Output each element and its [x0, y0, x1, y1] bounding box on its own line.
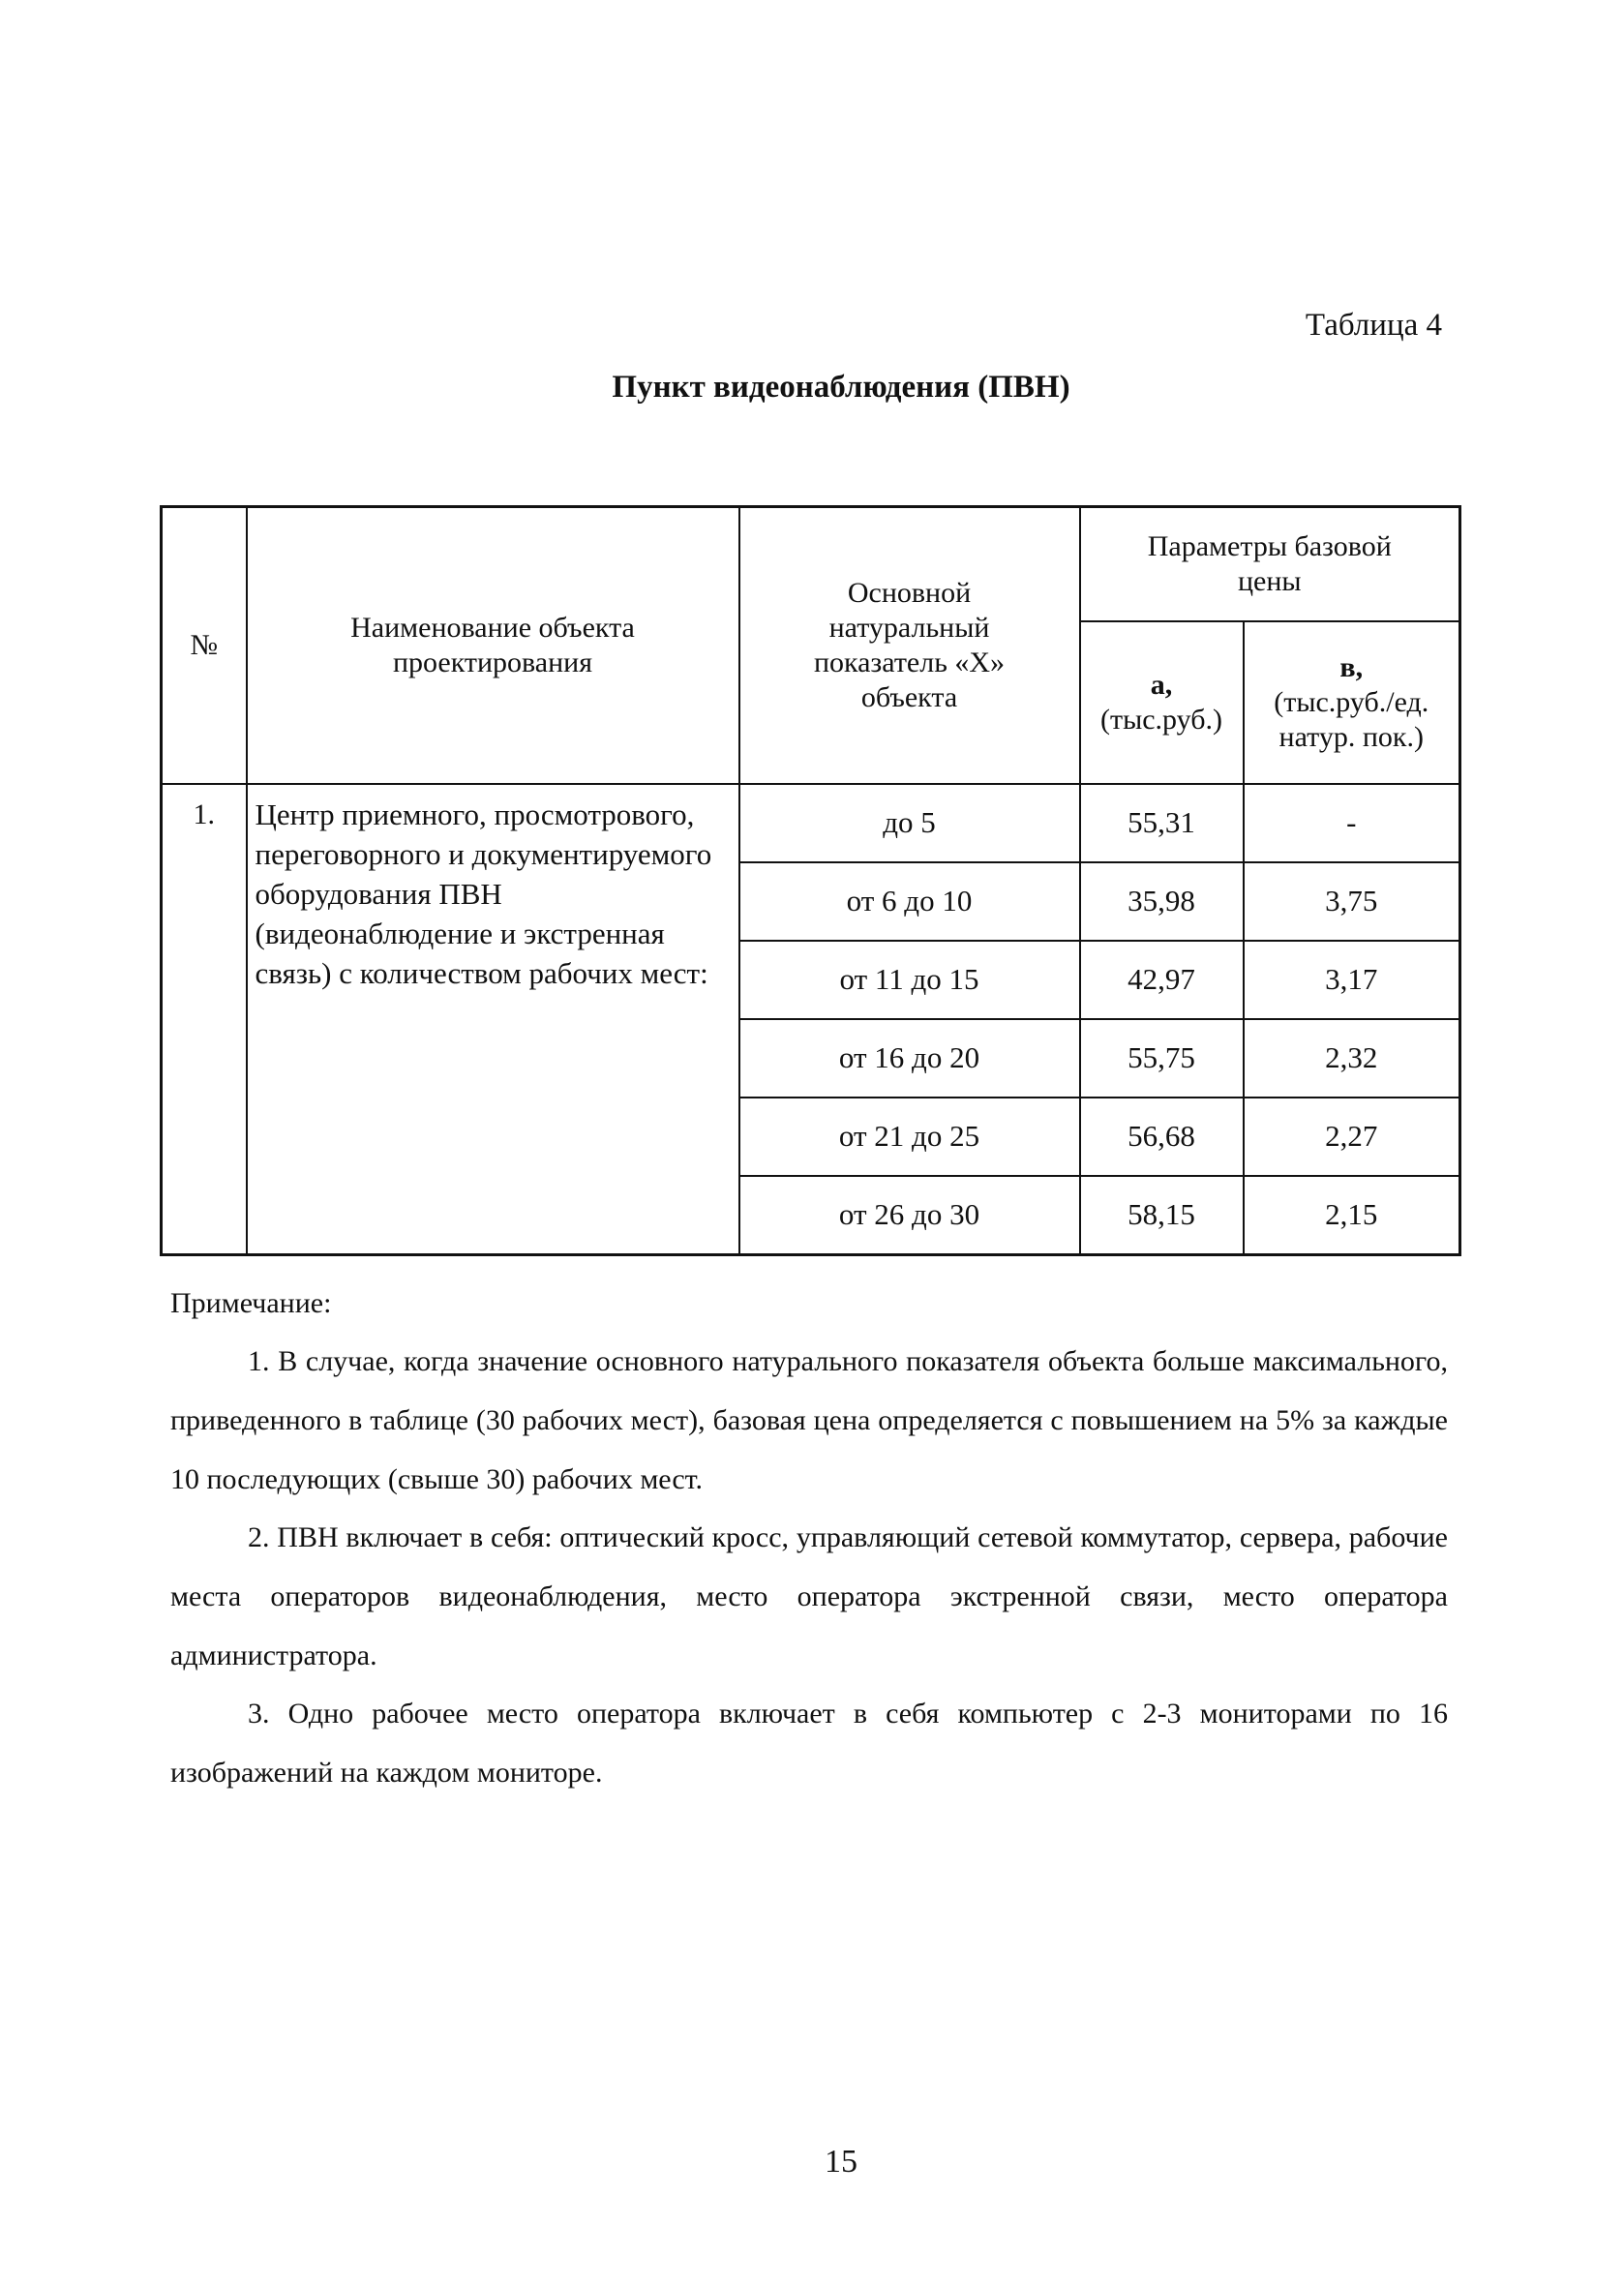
header-base-price-params: Параметры базовой цены: [1080, 507, 1460, 621]
param-a-cell: 55,31: [1080, 784, 1244, 862]
range-cell: от 6 до 10: [739, 862, 1080, 941]
table-row: [162, 784, 1460, 862]
price-table: [160, 505, 1461, 1256]
document-title: Пункт видеонаблюдения (ПВН): [612, 370, 1070, 405]
item-name: Центр приемного, просмотрового, переговорного и документируемого оборудования ПВН (видеонаблюдение и экстренная связь) с количеством рабочих мест:: [247, 784, 739, 1255]
range-cell: от 16 до 20: [739, 1019, 1080, 1098]
header-param-b: [1244, 621, 1460, 784]
param-b-cell: 2,15: [1244, 1176, 1460, 1255]
header-param-a-label: а,: [1150, 668, 1173, 701]
header-param-b-unit: (тыс.руб./ед. натур. пок.): [1274, 685, 1429, 753]
param-a-cell: 42,97: [1080, 941, 1244, 1019]
param-a-cell: 56,68: [1080, 1098, 1244, 1176]
table-label: Таблица 4: [1305, 308, 1442, 343]
param-b-cell: 3,75: [1244, 862, 1460, 941]
note-item: 3. Одно рабочее место оператора включает в себя компьютер с 2-3 мониторами по 16 изображений на каждом мониторе.: [170, 1698, 1448, 1789]
param-a-cell: 58,15: [1080, 1176, 1244, 1255]
param-b-cell: 3,17: [1244, 941, 1460, 1019]
range-cell: до 5: [739, 784, 1080, 862]
range-cell: от 11 до 15: [739, 941, 1080, 1019]
range-cell: от 21 до 25: [739, 1098, 1080, 1176]
header-indicator: Основной натуральный показатель «Х» объекта: [739, 507, 1080, 784]
param-a-cell: 55,75: [1080, 1019, 1244, 1098]
param-a-cell: 35,98: [1080, 862, 1244, 941]
notes-heading: Примечание:: [170, 1287, 332, 1319]
header-param-a-unit: (тыс.руб.): [1099, 703, 1223, 736]
param-b-cell: -: [1244, 784, 1460, 862]
param-b-cell: 2,27: [1244, 1098, 1460, 1176]
note-item: 2. ПВН включает в себя: оптический кросс, управляющий сетевой коммутатор, сервера, рабочие места операторов видеонаблюдения, место оператора экстренной связи, место оператора администратора.: [170, 1521, 1448, 1671]
page-number: 15: [825, 2144, 857, 2180]
header-param-a: [1080, 621, 1244, 784]
param-b-cell: 2,32: [1244, 1019, 1460, 1098]
header-param-b-label: в,: [1339, 650, 1364, 683]
range-cell: от 26 до 30: [739, 1176, 1080, 1255]
note-item: 1. В случае, когда значение основного натурального показателя объекта больше максимального, приведенного в таблице (30 рабочих мест), базовая цена определяется с повышением на 5% за каждые 10 последующих (свыше 30) рабочих мест.: [170, 1345, 1448, 1495]
item-number: 1.: [162, 784, 247, 1255]
header-object-name: Наименование объекта проектирования: [247, 507, 739, 784]
header-number: №: [162, 507, 247, 784]
